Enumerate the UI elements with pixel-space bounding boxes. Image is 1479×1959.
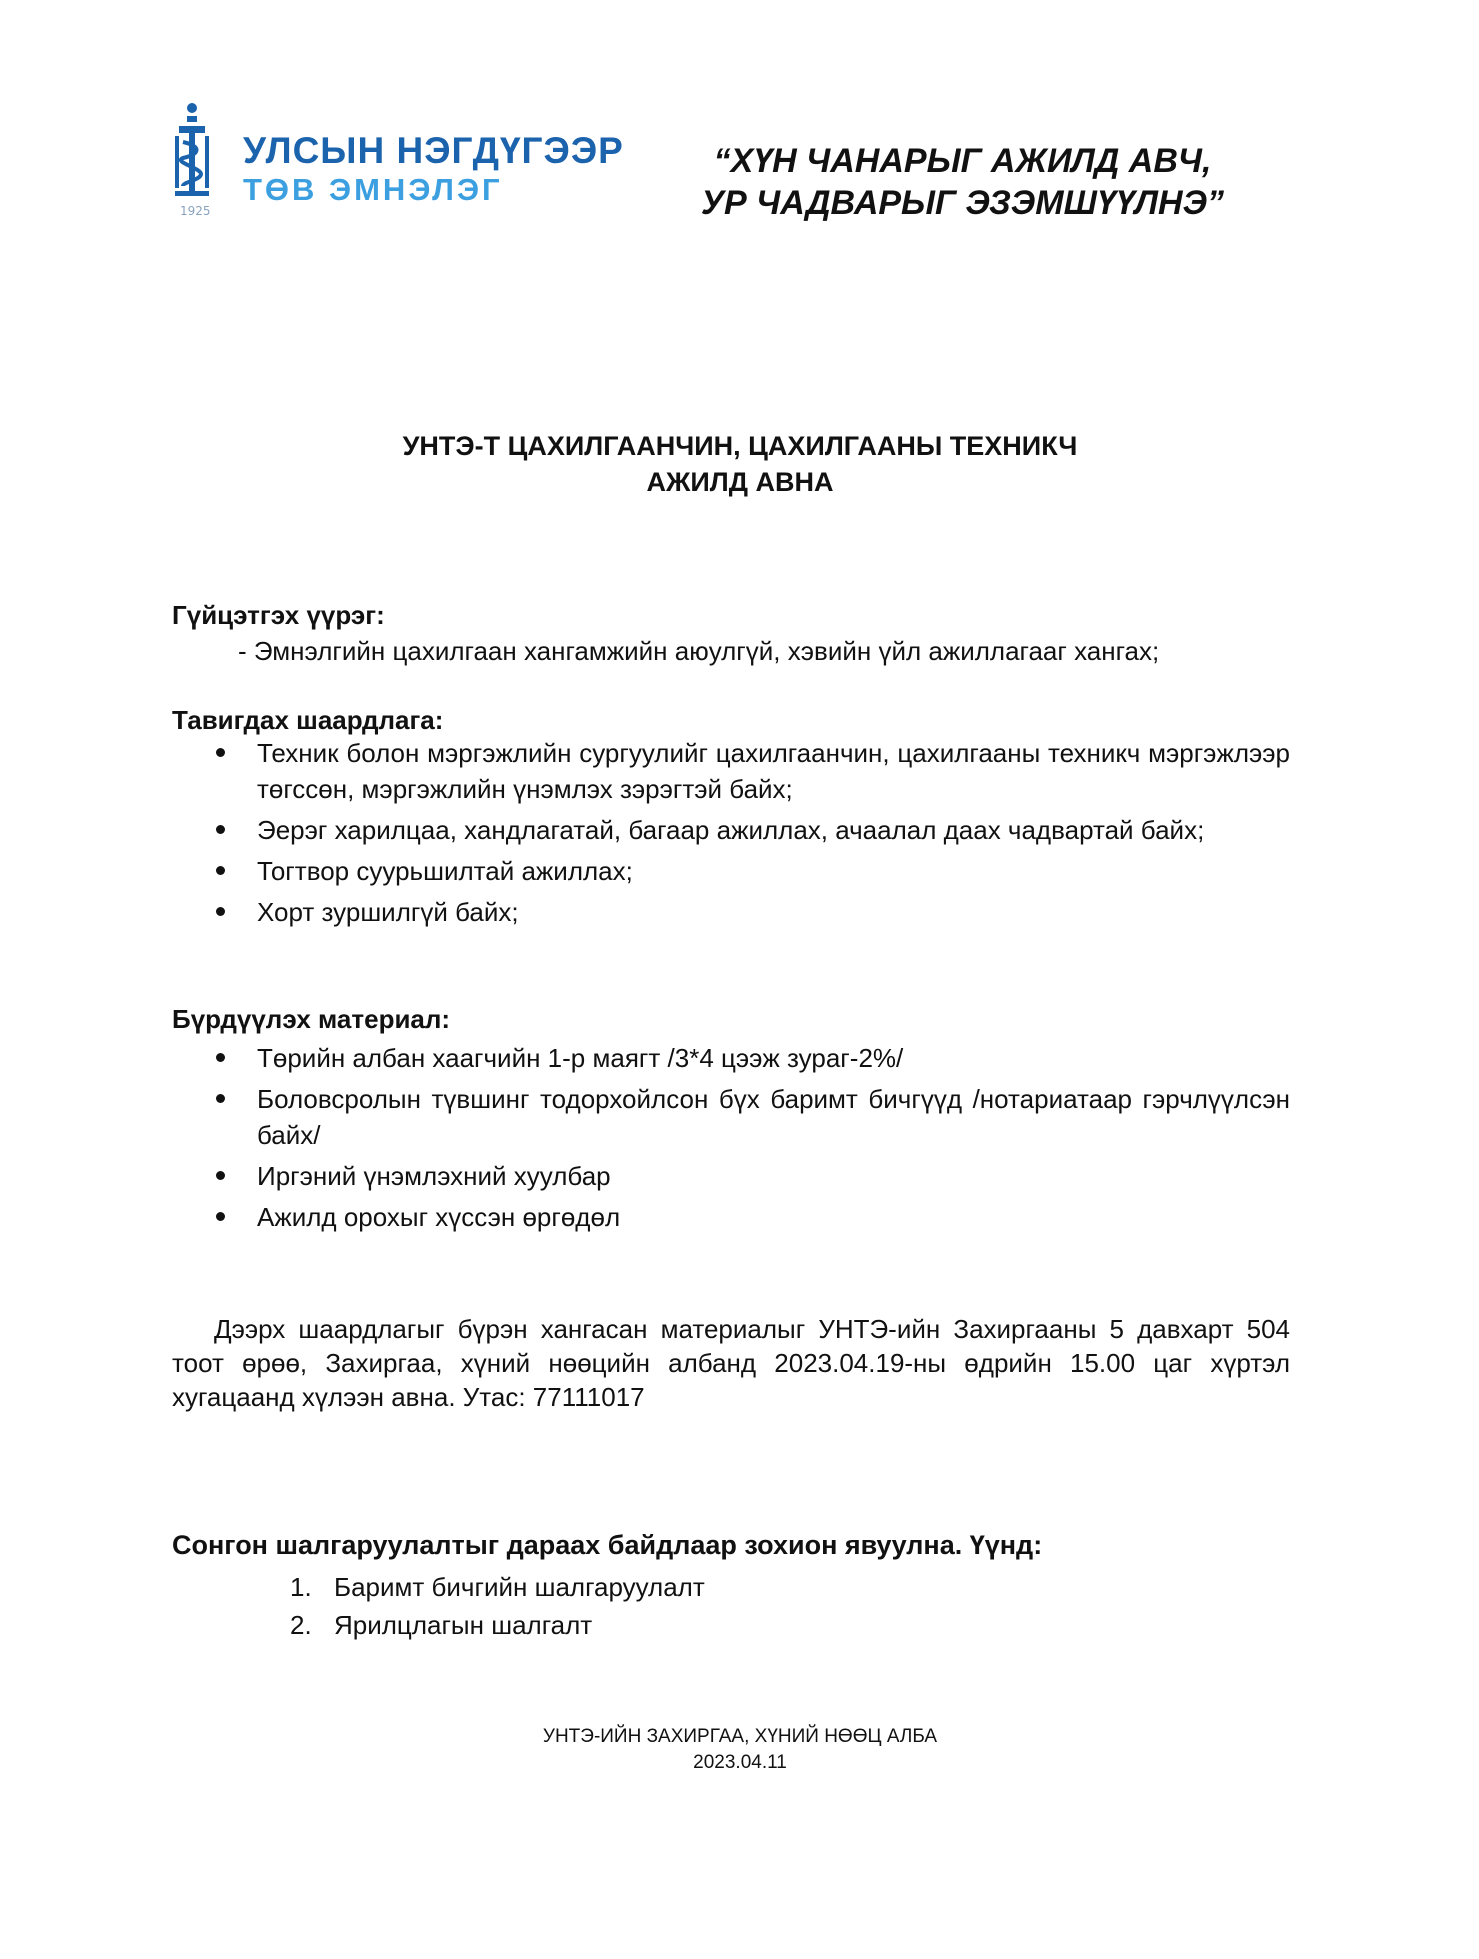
list-item xyxy=(290,1568,705,1606)
list-item-text: Баримт бичгийн шалгаруулалт xyxy=(334,1572,705,1602)
list-item xyxy=(172,853,1290,889)
list-item-text: Боловсролын түвшинг тодорхойлсон бүх баримт бичгүүд /нотариатаар гэрчлүүлсэн байх/ xyxy=(257,1084,1290,1150)
duties-heading: Гүйцэтгэх үүрэг: xyxy=(172,600,385,630)
list-item xyxy=(172,1040,1290,1076)
page-title xyxy=(140,428,1340,500)
requirements-heading: Тавигдах шаардлага: xyxy=(172,705,444,735)
logo-name-line2: ТӨВ ЭМНЭЛЭГ xyxy=(243,172,503,207)
requirements-list xyxy=(172,735,1290,935)
list-item xyxy=(172,894,1290,930)
selection-heading: Сонгон шалгаруулалтыг дараах байдлаар зохион явуулна. Үүнд: xyxy=(172,1530,1043,1560)
bullet-icon xyxy=(216,825,225,834)
list-item-text: Техник болон мэргэжлийн сургуулийг цахилгаанчин, цахилгааны техникч мэргэжлээр төгссөн, мэргэжлийн үнэмлэх зэрэгтэй байх; xyxy=(257,738,1290,804)
list-item-text: Ажилд орохыг хүссэн өргөдөл xyxy=(257,1202,621,1232)
selection-list xyxy=(290,1568,705,1644)
list-item-text: Иргэний үнэмлэхний хуулбар xyxy=(257,1161,611,1191)
motto-line: “ХҮН ЧАНАРЫГ АЖИЛД АВЧ, xyxy=(713,142,1212,180)
bullet-icon xyxy=(216,1171,225,1180)
list-item-text: Хорт зуршилгүй байх; xyxy=(257,897,519,927)
bullet-icon xyxy=(216,748,225,757)
list-item xyxy=(172,812,1290,848)
list-number: 1. xyxy=(290,1572,312,1602)
title-line: УНТЭ-Т ЦАХИЛГААНЧИН, ЦАХИЛГААНЫ ТЕХНИКЧ xyxy=(402,431,1078,461)
footer xyxy=(440,1724,1040,1776)
list-item-text: Ярилцлагын шалгалт xyxy=(334,1610,593,1640)
logo-year: 1925 xyxy=(180,204,211,218)
footer-org: УНТЭ-ИЙН ЗАХИРГАА, ХҮНИЙ НӨӨЦ АЛБА xyxy=(542,1726,938,1747)
submission-paragraph: Дээрх шаардлагыг бүрэн хангасан материалыг УНТЭ-ийн Захиргааны 5 давхарт 504 тоот өрөө, Захиргаа, хүний нөөцийн албанд 2023.04.19-ны өдрийн 15.00 цаг хүртэл хугацаанд хүлээн авна. Утас: 77111017 xyxy=(172,1314,1290,1412)
logo-name-line1: УЛСЫН НЭГДҮГЭЭР xyxy=(243,130,624,171)
bullet-icon xyxy=(216,907,225,916)
list-item xyxy=(172,735,1290,807)
list-item-text: Тогтвор суурьшилтай ажиллах; xyxy=(257,856,633,886)
list-item xyxy=(172,1081,1290,1153)
hospital-logo xyxy=(175,100,635,230)
list-item-text: Төрийн албан хаагчийн 1-р маягт /3*4 цээж зураг-2%/ xyxy=(257,1043,904,1073)
list-item xyxy=(290,1606,705,1644)
list-item-text: Эерэг харилцаа, хандлагатай, багаар ажиллах, ачаалал даах чадвартай байх; xyxy=(257,815,1205,845)
bullet-icon xyxy=(216,1053,225,1062)
materials-list xyxy=(172,1040,1290,1240)
list-item xyxy=(172,1158,1290,1194)
list-number: 2. xyxy=(290,1610,312,1640)
bullet-icon xyxy=(216,1094,225,1103)
title-line: АЖИЛД АВНА xyxy=(646,467,834,497)
footer-date: 2023.04.11 xyxy=(693,1752,787,1773)
bullet-icon xyxy=(216,866,225,875)
motto xyxy=(640,140,1285,224)
duty-item: - Эмнэлгийн цахилгаан хангамжийн аюулгүй, хэвийн үйл ажиллагааг хангах; xyxy=(238,636,1160,666)
list-item xyxy=(172,1199,1290,1235)
motto-line: УР ЧАДВАРЫГ ЭЗЭМШҮҮЛНЭ” xyxy=(700,184,1225,222)
bullet-icon xyxy=(216,1212,225,1221)
materials-heading: Бүрдүүлэх материал: xyxy=(172,1004,451,1034)
